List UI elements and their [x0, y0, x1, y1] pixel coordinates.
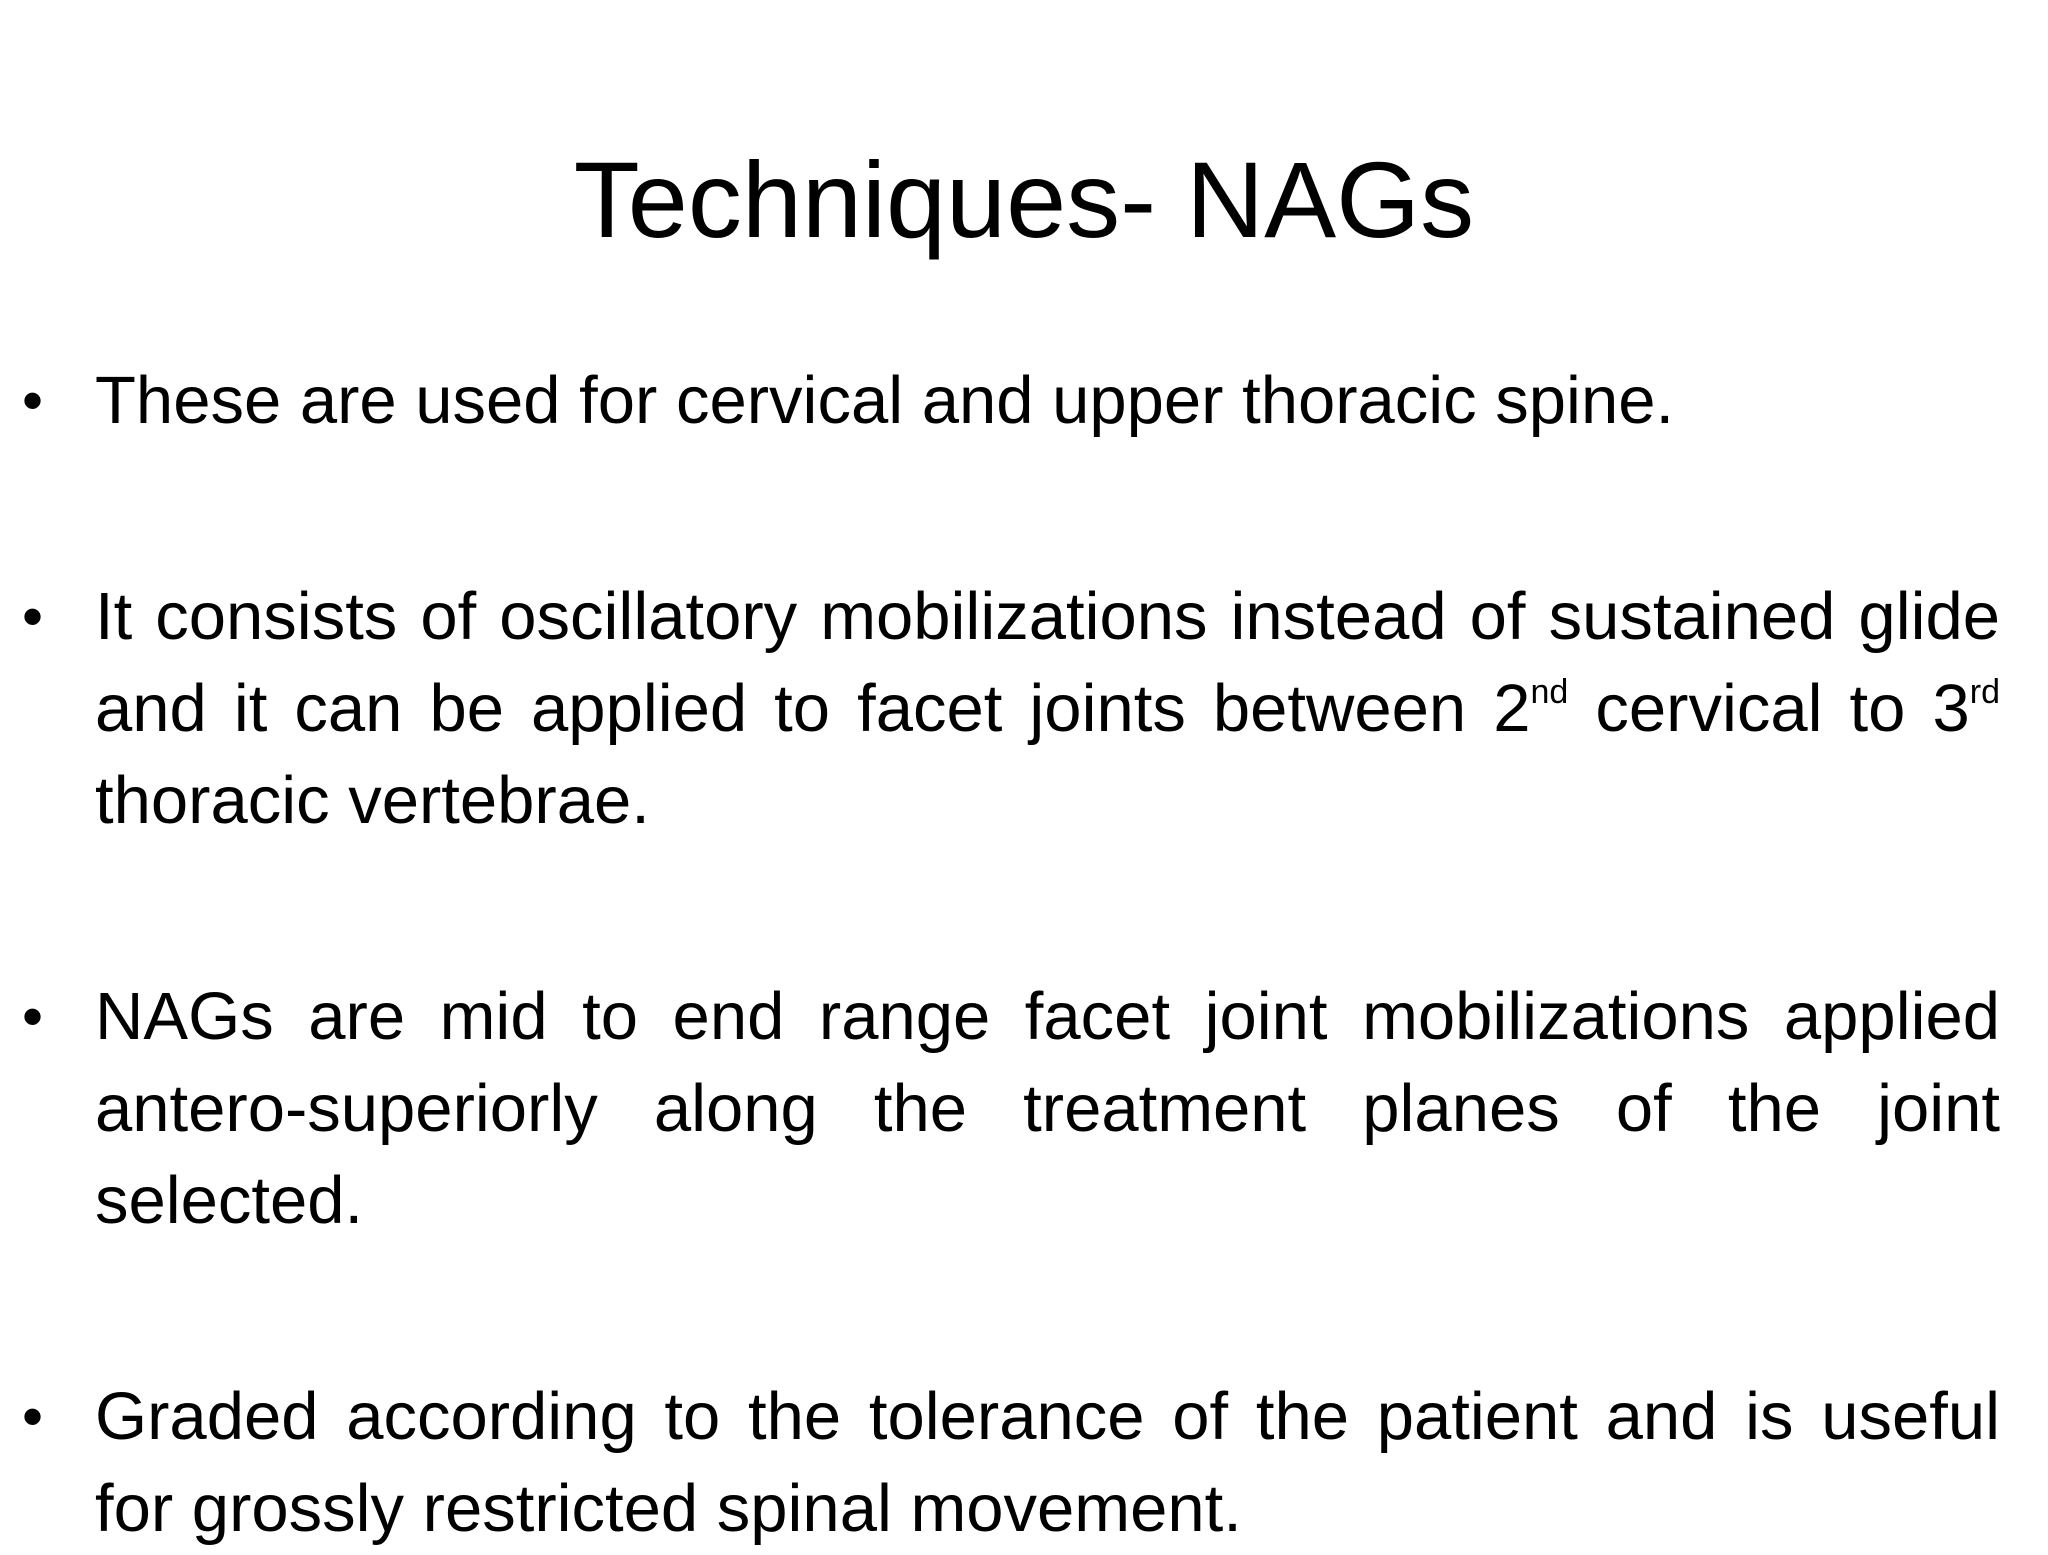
bullet-dot-icon: • — [22, 367, 44, 434]
bullet-list — [0, 355, 2048, 1555]
bullet-text — [95, 571, 2000, 847]
bullet-item-3 — [0, 971, 2048, 1247]
bullet-item-4 — [0, 1371, 2048, 1555]
bullet-dot-icon: • — [22, 583, 44, 650]
slide-title: Techniques- NAGs — [573, 139, 1475, 260]
bullet-item-1 — [0, 355, 2048, 447]
bullet-text: These are used for cervical and upper thoracic spine. — [95, 363, 1675, 438]
bullet-text: Graded according to the tolerance of the patient and is useful for grossly restricted spinal movement. — [95, 1379, 2000, 1546]
bullet-text-part: cervical to 3 — [1568, 671, 1970, 746]
bullet-dot-icon: • — [22, 983, 44, 1050]
ordinal-suffix: rd — [1969, 673, 2000, 711]
bullet-item-2 — [0, 571, 2048, 847]
bullet-text: NAGs are mid to end range facet joint mobilizations applied antero-superiorly along the treatment planes of the joint selected. — [95, 979, 2000, 1238]
bullet-dot-icon: • — [22, 1383, 44, 1450]
ordinal-suffix: nd — [1530, 673, 1569, 711]
bullet-text-part: thoracic vertebrae. — [95, 763, 650, 838]
bullet-text-part: It consists of oscillatory mobilizations instead of sustained glide and it can be applied to facet joints between 2 — [95, 579, 2000, 746]
